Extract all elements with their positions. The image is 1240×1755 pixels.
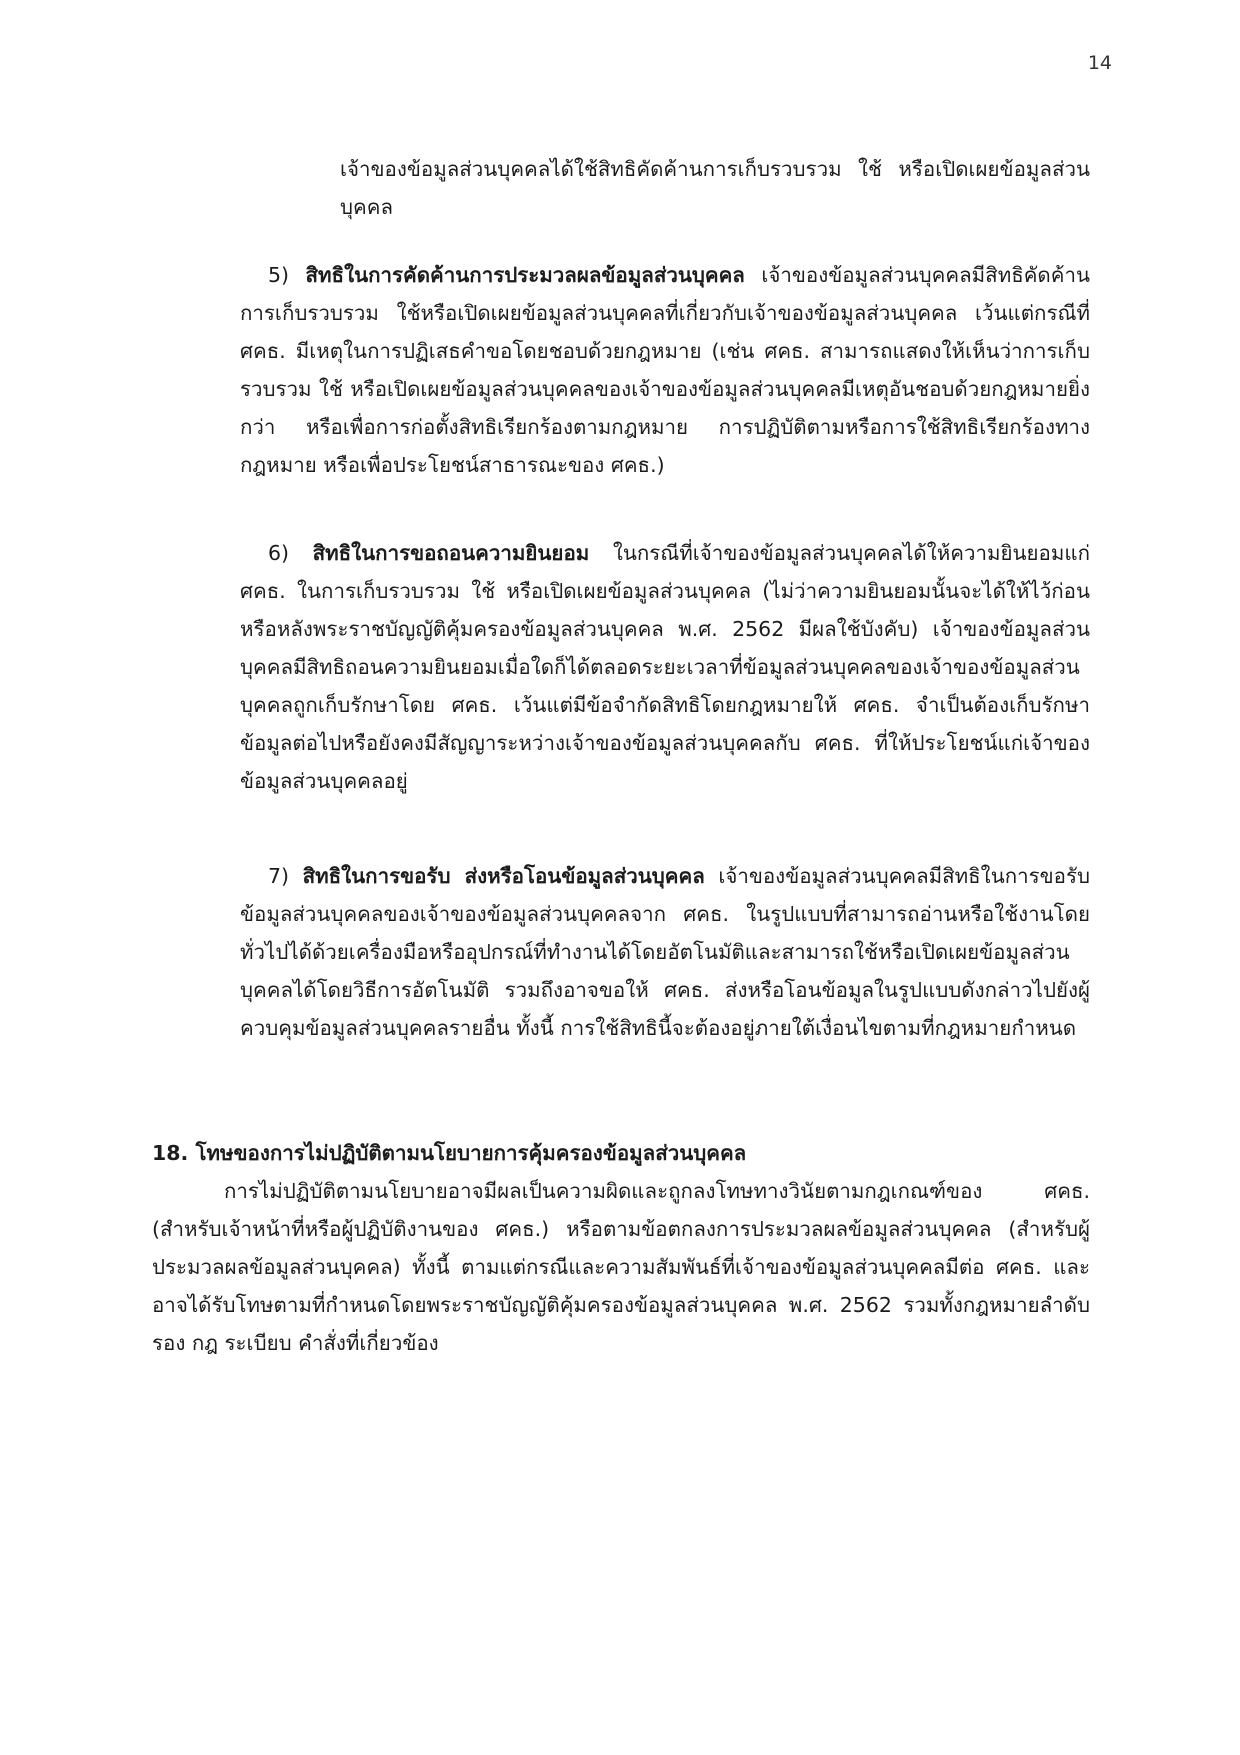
section-body: การไม่ปฏิบัติตามนโยบายอาจมีผลเป็นความผิดและถูกลงโทษทางวินัยตามกฎเกณฑ์ของ ศคธ. (สำหรับเจ้าหน้าที่หรือผู้ปฏิบัติงานของ ศคธ.) หรือตามข้อตกลงการประมวลผลข้อมูลส่วนบุคคล (สำหรับผู้ประมวลผลข้อมูลส่วนบุคคล) ทั้งนี้ ตามแต่กรณีและความสัมพันธ์ที่เจ้าของข้อมูลส่วนบุคคลมีต่อ ศคธ. และอาจได้รับโทษตามที่กำหนดโดยพระราชบัญญัติคุ้มครองข้อมูลส่วนบุคคล พ.ศ. 2562 รวมทั้งกฎหมายลำดับรอง กฎ ระเบียบ คำสั่งที่เกี่ยวข้อง [152,1179,1090,1355]
right-body: เจ้าของข้อมูลส่วนบุคคลมีสิทธิในการขอรับข้อมูลส่วนบุคคลของเจ้าของข้อมูลส่วนบุคคลจาก ศคธ. ในรูปแบบที่สามารถอ่านหรือใช้งานโดยทั่วไปได้ด้วยเครื่องมือหรืออุปกรณ์ที่ทำงานได้โดยอัตโนมัติและสามารถใช้หรือเปิดเผยข้อมูลส่วนบุคคลได้โดยวิธีการอัตโนมัติ รวมถึงอาจขอให้ ศคธ. ส่งหรือโอนข้อมูลในรูปแบบดังกล่าวไปยังผู้ควบคุมข้อมูลส่วนบุคคลรายอื่น ทั้งนี้ การใช้สิทธินี้จะต้องอยู่ภายใต้เงื่อนไขตามที่กฎหมายกำหนด [240,864,1090,1040]
right-number: 6) [268,541,290,565]
right-body: ในกรณีที่เจ้าของข้อมูลส่วนบุคคลได้ให้ความยินยอมแก่ ศคธ. ในการเก็บรวบรวม ใช้ หรือเปิดเผยข้อมูลส่วนบุคคล (ไม่ว่าความยินยอมนั้นจะได้ให้ไว้ก่อนหรือหลังพระราชบัญญัติคุ้มครองข้อมูลส่วนบุคคล พ.ศ. 2562 มีผลใช้บังคับ) เจ้าของข้อมูลส่วนบุคคลมีสิทธิถอนความยินยอมเมื่อใดก็ได้ตลอดระยะเวลาที่ข้อมูลส่วนบุคคลของเจ้าของข้อมูลส่วนบุคคลถูกเก็บรักษาโดย ศคธ. เว้นแต่มีข้อจำกัดสิทธิโดยกฎหมายให้ ศคธ. จำเป็นต้องเก็บรักษาข้อมูลต่อไปหรือยังคงมีสัญญาระหว่างเจ้าของข้อมูลส่วนบุคคลกับ ศคธ. ที่ให้ประโยชน์แก่เจ้าของข้อมูลส่วนบุคคลอยู่ [240,541,1090,793]
right-item-7 [240,857,1090,1047]
right-number: 5) [268,263,290,287]
right-item-6 [240,534,1090,800]
continuation-paragraph: เจ้าของข้อมูลส่วนบุคคลได้ใช้สิทธิคัดค้านการเก็บรวบรวม ใช้ หรือเปิดเผยข้อมูลส่วนบุคคล [340,157,1090,219]
right-title: สิทธิในการขอรับ ส่งหรือโอนข้อมูลส่วนบุคคล [302,864,705,888]
right-number: 7) [268,864,290,888]
right-title: สิทธิในการขอถอนความยินยอม [312,541,590,565]
right-item-5 [240,256,1090,484]
section-heading: 18. โทษของการไม่ปฏิบัติตามนโยบายการคุ้มครองข้อมูลส่วนบุคคล [152,1141,747,1165]
right-title: สิทธิในการคัดค้านการประมวลผลข้อมูลส่วนบุคคล [305,263,745,287]
page-number: 14 [1087,52,1112,74]
right-body: เจ้าของข้อมูลส่วนบุคคลมีสิทธิคัดค้านการเก็บรวบรวม ใช้หรือเปิดเผยข้อมูลส่วนบุคคลที่เกี่ยวกับเจ้าของข้อมูลส่วนบุคคล เว้นแต่กรณีที่ ศคธ. มีเหตุในการปฏิเสธคำขอโดยชอบด้วยกฎหมาย (เช่น ศคธ. สามารถแสดงให้เห็นว่าการเก็บรวบรวม ใช้ หรือเปิดเผยข้อมูลส่วนบุคคลของเจ้าของข้อมูลส่วนบุคคลมีเหตุอันชอบด้วยกฎหมายยิ่งกว่า หรือเพื่อการก่อตั้งสิทธิเรียกร้องตามกฎหมาย การปฏิบัติตามหรือการใช้สิทธิเรียกร้องทางกฎหมาย หรือเพื่อประโยชน์สาธารณะของ ศคธ.) [240,263,1090,477]
